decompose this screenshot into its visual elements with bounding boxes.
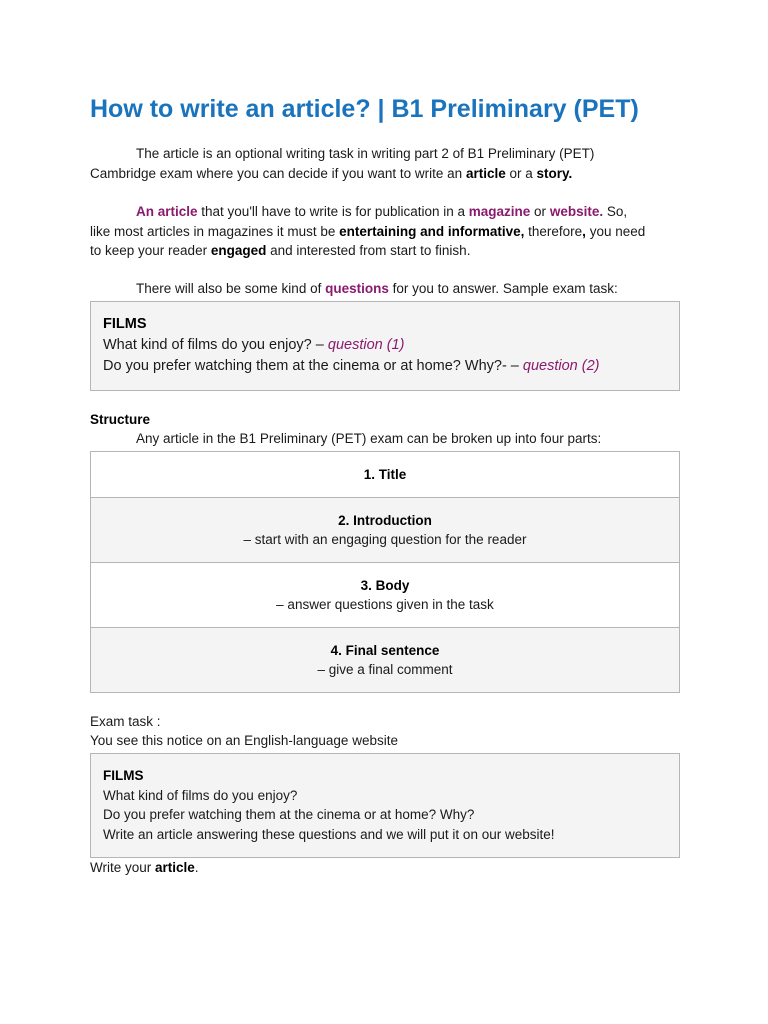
- keyword-entertaining: entertaining and informative,: [339, 223, 525, 239]
- structure-row: [91, 563, 679, 628]
- structure-row: [91, 498, 679, 563]
- intro-text: that you'll have to write is for publication in a: [197, 204, 469, 219]
- page-title: How to write an article? | B1 Preliminary (PET): [90, 95, 639, 123]
- sample-task-box: [90, 301, 680, 391]
- exam-task-box: [90, 753, 680, 858]
- intro-paragraph-3: [90, 279, 680, 299]
- structure-row-desc: – start with an engaging question for the reader: [243, 532, 527, 547]
- intro-text: and interested from start to finish.: [266, 243, 471, 258]
- write-text: Write your: [90, 860, 156, 875]
- question-text: What kind of films do you enjoy? –: [103, 337, 328, 353]
- intro-text: for you to answer. Sample exam task:: [388, 281, 618, 296]
- keyword-website: website.: [549, 204, 604, 219]
- question-marker: question (1): [327, 337, 405, 353]
- question-text: Do you prefer watching them at the cinema or at home? Why?- –: [103, 358, 523, 374]
- structure-row-title: 4. Final sentence: [330, 642, 440, 658]
- structure-row: [91, 452, 679, 498]
- structure-table: [90, 451, 680, 693]
- keyword-story: story.: [536, 165, 573, 181]
- structure-lead: Any article in the B1 Preliminary (PET) exam can be broken up into four parts:: [136, 431, 602, 446]
- intro-text: to keep your reader: [90, 243, 211, 258]
- sample-task-title: FILMS: [103, 316, 147, 332]
- intro-text: you need: [585, 223, 646, 239]
- structure-row: [91, 628, 679, 692]
- sample-question-1: [103, 335, 667, 356]
- structure-heading: Structure: [90, 412, 151, 427]
- exam-box-line: Write an article answering these questions and we will put it on our website!: [103, 826, 555, 842]
- structure-row-desc: – answer questions given in the task: [276, 597, 494, 612]
- intro-text: therefore: [524, 223, 583, 239]
- exam-box-line: What kind of films do you enjoy?: [103, 787, 298, 803]
- structure-row-title: 3. Body: [360, 577, 410, 593]
- keyword-article: article: [465, 165, 506, 181]
- structure-row-desc: – give a final comment: [317, 662, 453, 677]
- intro-paragraph-2: [90, 202, 680, 261]
- intro-paragraph-1: [90, 144, 680, 183]
- intro-text: So,: [603, 204, 628, 219]
- keyword-questions: questions: [325, 281, 389, 296]
- exam-box-title: FILMS: [103, 768, 144, 783]
- intro-text: like most articles in magazines it must be: [90, 223, 340, 239]
- keyword-an-article: An article: [136, 204, 198, 219]
- keyword-article: article: [155, 860, 195, 875]
- write-text: .: [194, 860, 199, 875]
- write-instruction: [90, 858, 680, 878]
- keyword-magazine: magazine: [468, 204, 531, 219]
- intro-text: There will also be some kind of: [136, 281, 326, 296]
- intro-text: Cambridge exam where you can decide if you want to write an: [90, 165, 466, 181]
- exam-task-label: Exam task :: [90, 714, 161, 729]
- intro-text: or: [530, 204, 550, 219]
- intro-text: ,: [582, 223, 586, 239]
- exam-box-line: Do you prefer watching them at the cinema or at home? Why?: [103, 807, 475, 822]
- sample-question-2: [103, 356, 667, 377]
- intro-text: The article is an optional writing task in writing part 2 of B1 Preliminary (PET): [136, 146, 595, 161]
- exam-task-notice: You see this notice on an English-language website: [90, 733, 398, 748]
- structure-row-title: 2. Introduction: [338, 512, 432, 528]
- question-marker: question (2): [522, 358, 600, 374]
- intro-text: or a: [505, 165, 537, 181]
- structure-row-title: 1. Title: [363, 466, 407, 482]
- keyword-engaged: engaged: [210, 243, 267, 258]
